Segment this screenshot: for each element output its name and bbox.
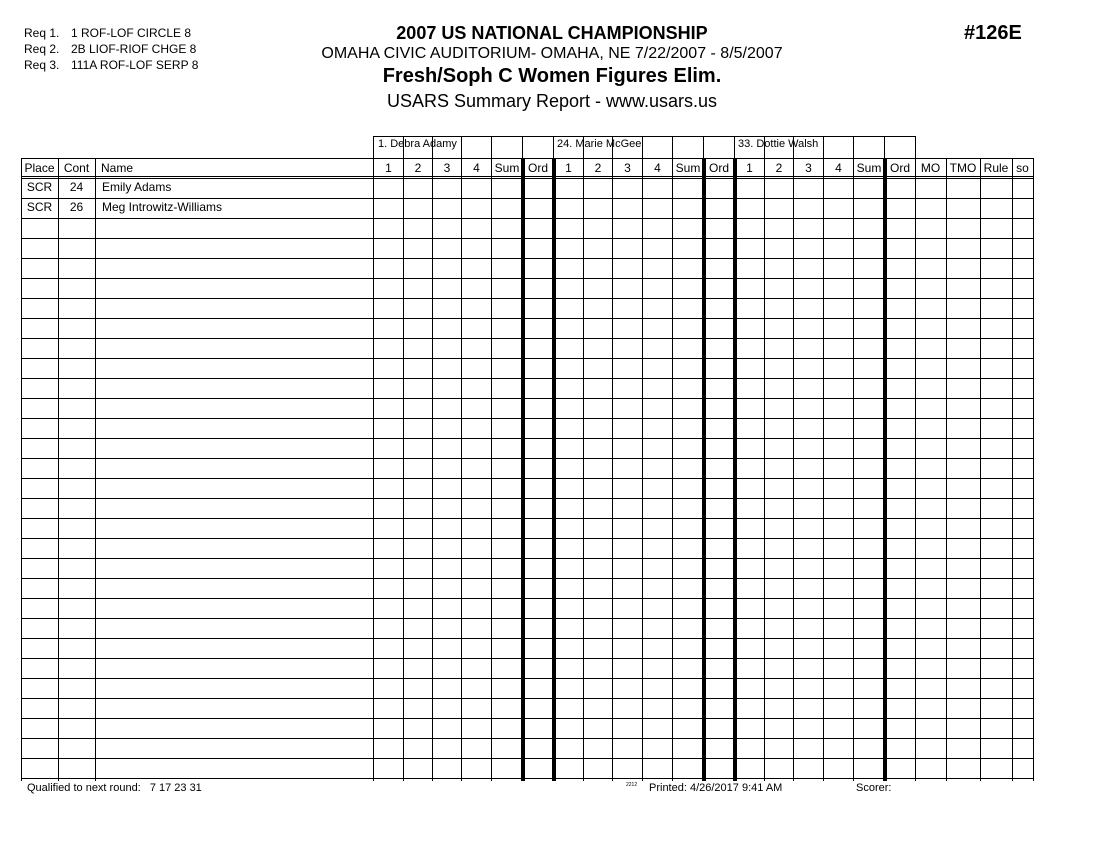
- column-divider: [58, 158, 59, 781]
- judge-3-col-header: 4: [835, 161, 842, 175]
- judge-1-col-header: 4: [473, 161, 480, 175]
- tmo-column-header: TMO: [949, 161, 977, 175]
- report-subtitle: USARS Summary Report - www.usars.us: [386, 91, 718, 111]
- printed-timestamp: Printed: 4/26/2017 9:41 AM: [649, 782, 783, 794]
- row-divider: [21, 178, 1033, 179]
- thick-column-divider: [883, 158, 887, 781]
- judge-2-col-header: Ord: [708, 161, 729, 175]
- column-divider: [491, 136, 492, 781]
- column-divider: [946, 158, 947, 781]
- scorer-label: Scorer:: [856, 782, 892, 794]
- row-divider: [21, 498, 1033, 499]
- requirement-number: Req 3.: [24, 58, 60, 72]
- judge-name: 1. Debra Adamy: [378, 138, 457, 150]
- requirement-text: 1 ROF-LOF CIRCLE 8: [71, 26, 192, 40]
- column-divider: [432, 136, 433, 781]
- judge-1-col-header: Sum: [494, 161, 520, 175]
- column-divider: [583, 136, 584, 781]
- column-divider: [461, 136, 462, 781]
- column-divider: [915, 136, 916, 781]
- row-divider: [21, 578, 1033, 579]
- row-divider: [21, 698, 1033, 699]
- judge-divider: [734, 136, 735, 158]
- row-divider: [21, 598, 1033, 599]
- row-divider: [21, 738, 1033, 739]
- row-place: SCR: [26, 200, 53, 214]
- judge-1-col-header: 3: [443, 161, 451, 175]
- column-divider: [793, 136, 794, 781]
- judge-3-col-header: Sum: [856, 161, 882, 175]
- requirement-text: 2B LIOF-RIOF CHGE 8: [71, 42, 197, 56]
- row-divider: [21, 558, 1033, 559]
- column-divider: [1012, 158, 1013, 781]
- judge-2-col-header: 1: [565, 161, 572, 175]
- row-divider: [21, 358, 1033, 359]
- championship-title: 2007 US NATIONAL CHAMPIONSHIP: [396, 23, 708, 43]
- row-divider: [21, 398, 1033, 399]
- place-column-header: Place: [24, 161, 55, 175]
- column-divider: [853, 136, 854, 781]
- row-cont: 26: [69, 200, 84, 214]
- row-cont: 24: [69, 180, 84, 194]
- row-divider: [21, 718, 1033, 719]
- venue-dates: OMAHA CIVIC AUDITORIUM- OMAHA, NE 7/22/2007 - 8/5/2007: [321, 45, 783, 62]
- row-divider: [21, 418, 1033, 419]
- column-divider: [403, 136, 404, 781]
- judge-name: 33. Dottie Walsh: [738, 138, 819, 150]
- requirement-number: Req 1.: [24, 26, 60, 40]
- judge-2-col-header: 4: [654, 161, 661, 175]
- row-place: SCR: [26, 180, 53, 194]
- qualified-values: 7 17 23 31: [149, 782, 202, 794]
- row-divider: [21, 518, 1033, 519]
- row-divider: [21, 338, 1033, 339]
- column-divider: [764, 136, 765, 781]
- qualified-label: Qualified to next round:: [27, 782, 141, 794]
- requirement-text: 111A ROF-LOF SERP 8: [71, 58, 199, 72]
- judge-3-col-header: 1: [746, 161, 753, 175]
- judge-2-col-header: Sum: [675, 161, 701, 175]
- thick-column-divider: [733, 158, 737, 781]
- judge-3-col-header: 3: [805, 161, 812, 175]
- row-divider: [21, 458, 1033, 459]
- judge-2-col-header: 3: [624, 161, 631, 175]
- column-divider: [1033, 158, 1034, 781]
- column-divider: [672, 136, 673, 781]
- judge-2-col-header: 2: [594, 161, 602, 175]
- row-name: Emily Adams: [102, 180, 172, 194]
- column-divider: [823, 136, 824, 781]
- row-divider: [21, 298, 1033, 299]
- row-divider: [21, 318, 1033, 319]
- row-divider: [21, 218, 1033, 219]
- qualified-line: [27, 782, 202, 794]
- judge-3-col-header: Ord: [889, 161, 910, 175]
- requirement-number: Req 2.: [24, 42, 60, 56]
- column-divider: [95, 158, 96, 781]
- judge-1-col-header: 1: [385, 161, 392, 175]
- row-divider: [21, 438, 1033, 439]
- event-name: Fresh/Soph C Women Figures Elim.: [382, 65, 722, 87]
- rule-column-header: Rule: [983, 161, 1009, 175]
- row-divider: [21, 678, 1033, 679]
- cont-column-header: Cont: [63, 161, 90, 175]
- row-divider: [21, 778, 1033, 779]
- row-divider: [21, 638, 1033, 639]
- column-divider: [980, 158, 981, 781]
- column-divider: [642, 136, 643, 781]
- row-divider: [21, 618, 1033, 619]
- column-divider: [21, 158, 22, 781]
- row-divider: [21, 278, 1033, 279]
- column-divider: [373, 136, 374, 781]
- row-divider: [21, 238, 1033, 239]
- name-column-header: Name: [101, 161, 134, 175]
- judge-1-col-header: 2: [414, 161, 422, 175]
- column-divider: [612, 136, 613, 781]
- judge-1-col-header: Ord: [527, 161, 548, 175]
- row-divider: [21, 758, 1033, 759]
- row-divider: [21, 538, 1033, 539]
- row-divider: [21, 258, 1033, 259]
- row-divider: [21, 478, 1033, 479]
- print-code: 2212: [626, 782, 638, 788]
- row-name: Meg Introwitz-Williams: [102, 200, 223, 214]
- row-divider: [21, 658, 1033, 659]
- so-column-header: so: [1016, 161, 1029, 175]
- thick-column-divider: [702, 158, 706, 781]
- judge-3-col-header: 2: [775, 161, 783, 175]
- mo-column-header: MO: [920, 161, 941, 175]
- thick-column-divider: [521, 158, 525, 781]
- row-divider: [21, 378, 1033, 379]
- thick-column-divider: [552, 158, 556, 781]
- judge-name: 24. Marie McGee: [557, 138, 642, 150]
- event-number: #126E: [964, 22, 1022, 44]
- judge-divider: [553, 136, 554, 158]
